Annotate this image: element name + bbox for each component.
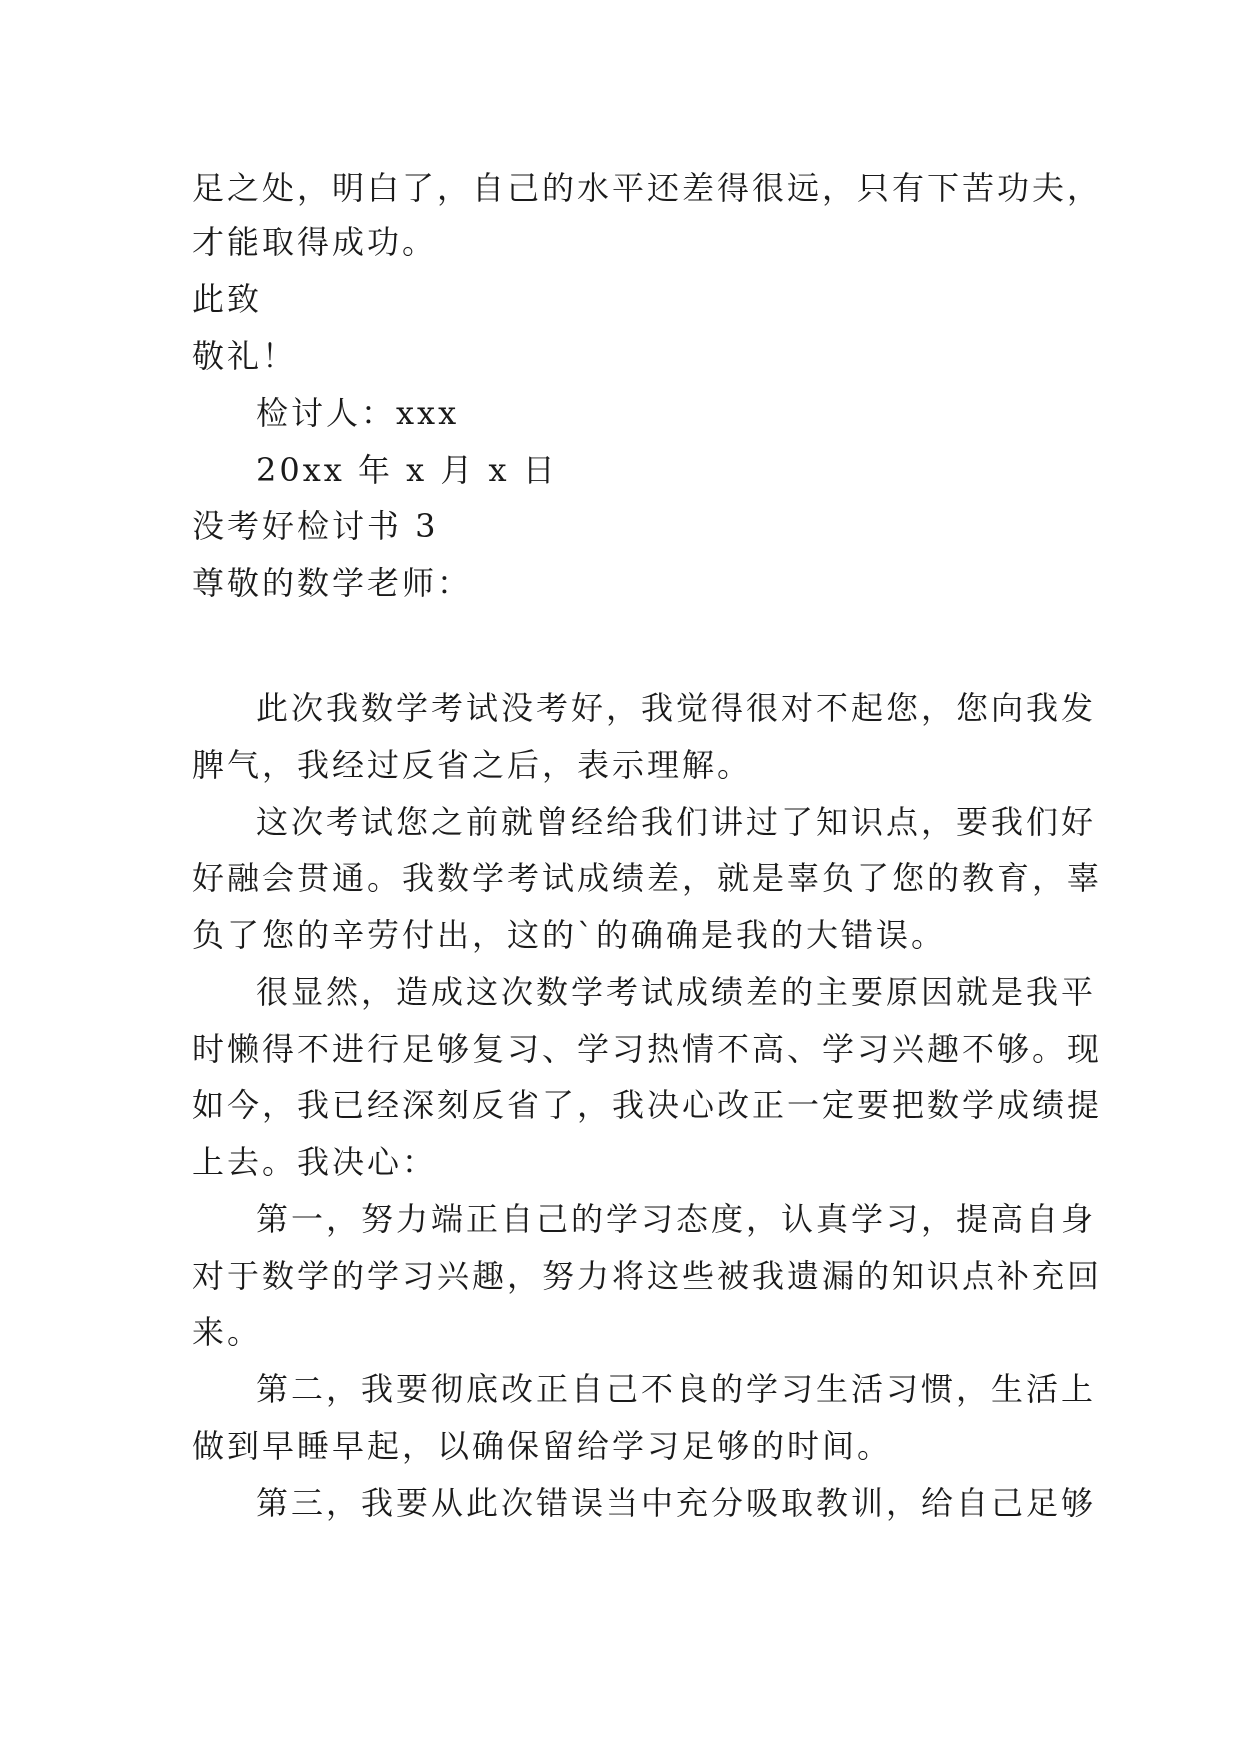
paragraph-line: 第一，努力端正自己的学习态度，认真学习，提高自身 [256,1200,1097,1238]
paragraph-line: 负了您的辛劳付出，这的`的确确是我的大错误。 [192,916,947,954]
paragraph-line: 第三，我要从此次错误当中充分吸取教训，给自己足够 [256,1484,1097,1522]
paragraph-line: 来。 [192,1313,263,1351]
paragraph-line: 第二，我要彻底改正自己不良的学习生活习惯，生活上 [256,1370,1097,1408]
closing-salutation: 此致 [192,280,263,318]
paragraph-line: 此次我数学考试没考好，我觉得很对不起您，您向我发 [256,689,1097,727]
paragraph-line: 很显然，造成这次数学考试成绩差的主要原因就是我平 [256,973,1097,1011]
signature-date: 20xx 年 x 月 x 日 [256,451,558,489]
text-line: 才能取得成功。 [192,223,438,261]
paragraph-line: 做到早睡早起，以确保留给学习足够的时间。 [192,1427,893,1465]
section-title: 没考好检讨书 3 [192,507,439,545]
text-line: 足之处，明白了，自己的水平还差得很远，只有下苦功夫， [192,169,1103,207]
closing-regards: 敬礼！ [192,337,298,375]
paragraph-line: 这次考试您之前就曾经给我们讲过了知识点，要我们好 [256,803,1097,841]
paragraph-line: 对于数学的学习兴趣，努力将这些被我遗漏的知识点补充回 [192,1257,1103,1295]
paragraph-line: 上去。我决心： [192,1143,438,1181]
paragraph-line: 好融会贯通。我数学考试成绩差，就是辜负了您的教育，辜 [192,859,1103,897]
letter-greeting: 尊敬的数学老师： [192,564,473,602]
paragraph-line: 如今，我已经深刻反省了，我决心改正一定要把数学成绩提 [192,1086,1103,1124]
paragraph-line: 脾气，我经过反省之后，表示理解。 [192,746,753,784]
signature-name: 检讨人：xxx [256,394,460,432]
paragraph-line: 时懒得不进行足够复习、学习热情不高、学习兴趣不够。现 [192,1030,1103,1068]
